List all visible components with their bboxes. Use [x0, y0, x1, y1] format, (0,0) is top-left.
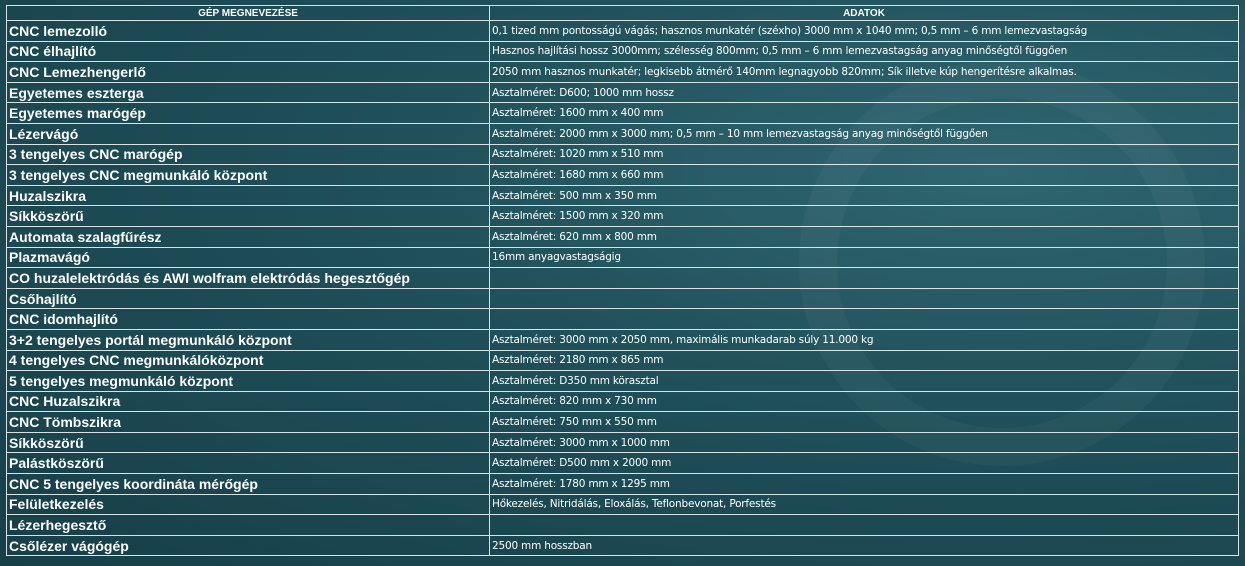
table-row [7, 185, 1239, 206]
machine-data-cell [490, 515, 1239, 536]
machine-name-cell: Síkköszörű [7, 206, 490, 227]
machine-list-table-container [6, 5, 1238, 556]
machine-data-cell: Asztalméret: 3000 mm x 2050 mm, maximális munkadarab súly 11.000 kg [490, 329, 1239, 350]
machine-data-cell: 0,1 tized mm pontosságú vágás; hasznos munkatér (széxho) 3000 mm x 1040 mm; 0,5 mm – 6 mm lemezvastagság [490, 21, 1239, 42]
table-row [7, 350, 1239, 371]
machine-list-table [6, 5, 1239, 556]
machine-name-cell: Palástköszörű [7, 453, 490, 474]
machine-data-cell: Asztalméret: 1780 mm x 1295 mm [490, 474, 1239, 495]
table-row [7, 103, 1239, 124]
machine-data-cell: Asztalméret: 750 mm x 550 mm [490, 412, 1239, 433]
table-row [7, 165, 1239, 186]
machine-name-cell: Plazmavágó [7, 247, 490, 268]
table-row [7, 453, 1239, 474]
table-row [7, 82, 1239, 103]
header-machine-name: GÉP MEGNEVEZÉSE [7, 6, 490, 21]
machine-data-cell: Asztalméret: 2180 mm x 865 mm [490, 350, 1239, 371]
machine-data-cell: Hasznos hajlítási hossz 3000mm; szélesség 800mm; 0,5 mm – 6 mm lemezvastagság anyag minőségtől függően [490, 41, 1239, 62]
machine-name-cell: CNC Huzalszikra [7, 391, 490, 412]
machine-name-cell: 4 tengelyes CNC megmunkálóközpont [7, 350, 490, 371]
table-row [7, 268, 1239, 289]
table-row [7, 123, 1239, 144]
table-row [7, 515, 1239, 536]
table-row [7, 412, 1239, 433]
machine-name-cell: CO huzalelektródás és AWI wolfram elektródás hegesztőgép [7, 268, 490, 289]
machine-name-cell: CNC 5 tengelyes koordináta mérőgép [7, 474, 490, 495]
table-row [7, 206, 1239, 227]
machine-data-cell: Asztalméret: D350 mm körasztal [490, 371, 1239, 392]
machine-data-cell: Asztalméret: 820 mm x 730 mm [490, 391, 1239, 412]
machine-name-cell: Huzalszikra [7, 185, 490, 206]
machine-data-cell: 16mm anyagvastagságig [490, 247, 1239, 268]
machine-data-cell: Hőkezelés, Nitridálás, Eloxálás, Teflonbevonat, Porfestés [490, 494, 1239, 515]
machine-data-cell: Asztalméret: 3000 mm x 1000 mm [490, 432, 1239, 453]
machine-name-cell: Egyetemes marógép [7, 103, 490, 124]
machine-name-cell: Lézerhegesztő [7, 515, 490, 536]
machine-name-cell: Síkköszörű [7, 432, 490, 453]
machine-data-cell [490, 268, 1239, 289]
table-row [7, 288, 1239, 309]
machine-data-cell [490, 288, 1239, 309]
machine-data-cell: Asztalméret: 620 mm x 800 mm [490, 226, 1239, 247]
table-row [7, 329, 1239, 350]
table-row [7, 144, 1239, 165]
machine-name-cell: CNC lemezolló [7, 21, 490, 42]
machine-name-cell: Csőlézer vágógép [7, 535, 490, 556]
machine-data-cell: Asztalméret: 2000 mm x 3000 mm; 0,5 mm – 10 mm lemezvastagság anyag minőségtől függően [490, 123, 1239, 144]
table-row [7, 432, 1239, 453]
table-row [7, 41, 1239, 62]
machine-data-cell: Asztalméret: 1500 mm x 320 mm [490, 206, 1239, 227]
table-row [7, 535, 1239, 556]
machine-name-cell: 3 tengelyes CNC megmunkáló központ [7, 165, 490, 186]
table-row [7, 21, 1239, 42]
machine-name-cell: CNC élhajlító [7, 41, 490, 62]
table-row [7, 474, 1239, 495]
table-row [7, 494, 1239, 515]
machine-name-cell: 5 tengelyes megmunkáló központ [7, 371, 490, 392]
machine-data-cell: Asztalméret: 1020 mm x 510 mm [490, 144, 1239, 165]
machine-data-cell: Asztalméret: 1600 mm x 400 mm [490, 103, 1239, 124]
machine-name-cell: CNC Lemezhengerlő [7, 62, 490, 83]
table-row [7, 391, 1239, 412]
machine-name-cell: 3+2 tengelyes portál megmunkáló központ [7, 329, 490, 350]
machine-data-cell: 2500 mm hosszban [490, 535, 1239, 556]
table-row [7, 62, 1239, 83]
machine-data-cell: Asztalméret: D600; 1000 mm hossz [490, 82, 1239, 103]
machine-data-cell: Asztalméret: 500 mm x 350 mm [490, 185, 1239, 206]
machine-name-cell: CNC idomhajlító [7, 309, 490, 330]
machine-name-cell: 3 tengelyes CNC marógép [7, 144, 490, 165]
machine-name-cell: Csőhajlító [7, 288, 490, 309]
machine-name-cell: Felületkezelés [7, 494, 490, 515]
machine-data-cell: Asztalméret: D500 mm x 2000 mm [490, 453, 1239, 474]
machine-data-cell [490, 309, 1239, 330]
table-row [7, 247, 1239, 268]
table-row [7, 371, 1239, 392]
machine-data-cell: 2050 mm hasznos munkatér; legkisebb átmérő 140mm legnagyobb 820mm; Sík illetve kúp hengerítésre alkalmas. [490, 62, 1239, 83]
machine-data-cell: Asztalméret: 1680 mm x 660 mm [490, 165, 1239, 186]
table-header-row [7, 6, 1239, 21]
header-data: ADATOK [490, 6, 1239, 21]
table-row [7, 226, 1239, 247]
machine-name-cell: Automata szalagfűrész [7, 226, 490, 247]
machine-name-cell: Lézervágó [7, 123, 490, 144]
machine-name-cell: CNC Tömbszikra [7, 412, 490, 433]
table-row [7, 309, 1239, 330]
machine-name-cell: Egyetemes eszterga [7, 82, 490, 103]
